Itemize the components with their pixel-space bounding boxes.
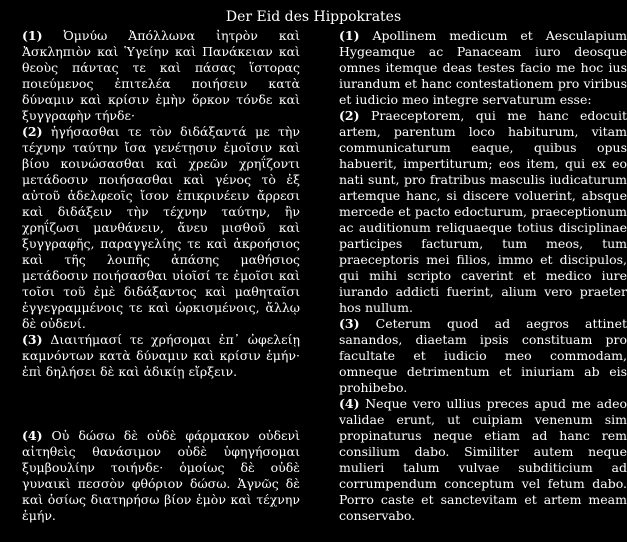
paragraph-number: (2) [22, 124, 43, 139]
greek-paragraph-4 [22, 428, 300, 524]
paragraph-text: Οὐ δώσω δὲ οὐδὲ φάρμακον οὐδενὶ αἰτηθεὶς θανάσιμον οὐδὲ ὑφηγήσομαι ξυμβουλίην τοιήνδε· ὁμοίως δὲ οὐδὲ γυναικὶ πεσσὸν φθόριον δώσω. Ἁγνῶς δὲ καὶ ὁσίως διατηρήσω βίον ἐμὸν καὶ τέχνην ἐμήν. [22, 428, 300, 523]
paragraph-number: (1) [22, 28, 43, 43]
page-title: Der Eid des Hippokrates [225, 9, 402, 25]
paragraph-number: (1) [339, 28, 360, 43]
paragraph-number: (2) [339, 108, 360, 123]
latin-paragraph-2 [339, 108, 627, 316]
paragraph-text: ἡγήσασθαι τε τὸν διδάξαντά με τὴν τέχνην ταύτην ἴσα γενέτῃσιν ἐμοῖσιν καὶ βίου κοινώσασθαι καὶ χρεῶν χρηΐζοντι μετάδοσιν ποιήσασθαι καὶ γένος τὸ ἐξ αὐτοῦ ἀδελφεοῖς ἴσον ἐπικρινέειν ἄρρεσι καὶ διδάξειν τὴν τέχνην ταύτην, ἢν χρηΐζωσι μανθάνειν, ἄνευ μισθοῦ καὶ ξυγγραφῆς, παραγγελίης τε καὶ ἀκροήσιος καὶ τῆς λοιπῆς ἁπάσης μαθήσιος μετάδοσιν ποιήσασθαι υἱοῖσί τε ἐμοῖσι καὶ τοῖσι τοῦ ἐμὲ διδάξαντος καὶ μαθηταῖσι ἐγγεγραμμένοις τε καὶ ὡρκισμένοις, ἄλλῳ δὲ οὐδενί. [22, 124, 300, 331]
latin-paragraph-1 [339, 28, 627, 108]
paragraph-text: Ὀμνύω Ἀπόλλωνα ἰητρὸν καὶ Ἀσκληπιὸν καὶ Ὑγείην καὶ Πανάκειαν καὶ θεοὺς πάντας τε καὶ πάσας ἵστορας ποιεύμενος ἐπιτελέα ποιήσειν κατὰ δύναμιν καὶ κρίσιν ἐμὴν ὅρκον τόνδε καὶ ξυγγραφὴν τήνδε· [22, 28, 300, 123]
spacer [22, 380, 300, 428]
latin-paragraph-4 [339, 396, 627, 524]
paragraph-number: (3) [22, 332, 43, 347]
paragraph-text: Διαιτήμασί τε χρήσομαι ἐπ᾽ ὠφελείῃ καμνόντων κατὰ δύναμιν καὶ κρίσιν ἐμήν· ἐπὶ δηλήσει δὲ καὶ ἀδικίῃ εἴρξειν. [22, 332, 300, 379]
greek-paragraph-2 [22, 124, 300, 332]
greek-paragraph-1 [22, 28, 300, 124]
greek-column [22, 28, 300, 524]
paragraph-text: Praeceptorem, qui me hanc edocuit artem, parentum loco habiturum, vitam communicaturum eaque, quibus opus habuerit, impertiturum; eos item, qui ex eo nati sunt, pro fratribus masculis iudicaturum artemque hanc, si discere voluerint, absque mercede et pacto edocturum, praeceptionum ac auditionum reliquaeque totius disciplinae participes facturum, tum meos, tum praeceptoris mei filios, immo et discipulos, qui mihi scripto caverint et medico iure iurando addicti fuerint, alium vero praeter hos nullum. [339, 108, 627, 315]
latin-paragraph-3 [339, 316, 627, 396]
paragraph-number: (3) [339, 316, 360, 331]
latin-column [339, 28, 627, 524]
paragraph-number: (4) [22, 428, 43, 443]
paragraph-text: Apollinem medicum et Aesculapium Hygeamque ac Panaceam iuro deosque omnes itemque deas testes facio me hoc ius iurandum et hanc contestationem pro viribus et iudicio meo integre servaturum esse: [339, 28, 627, 107]
greek-paragraph-3 [22, 332, 300, 380]
paragraph-text: Neque vero ullius preces apud me adeo validae erunt, ut cuipiam venenum sim propinaturus neque etiam ad hanc rem consilium dabo. Similiter autem neque mulieri talum vulvae subditicium ad corrumpendum conceptum vel fetum dabo. Porro caste et sanctevitam et artem meam conservabo. [339, 396, 627, 523]
paragraph-number: (4) [339, 396, 360, 411]
paragraph-text: Ceterum quod ad aegros attinet sanandos, diaetam ipsis constituam pro facultate et iudicio meo commodam, omneque detrimentum et iniuriam ab eis prohibebo. [339, 316, 627, 395]
